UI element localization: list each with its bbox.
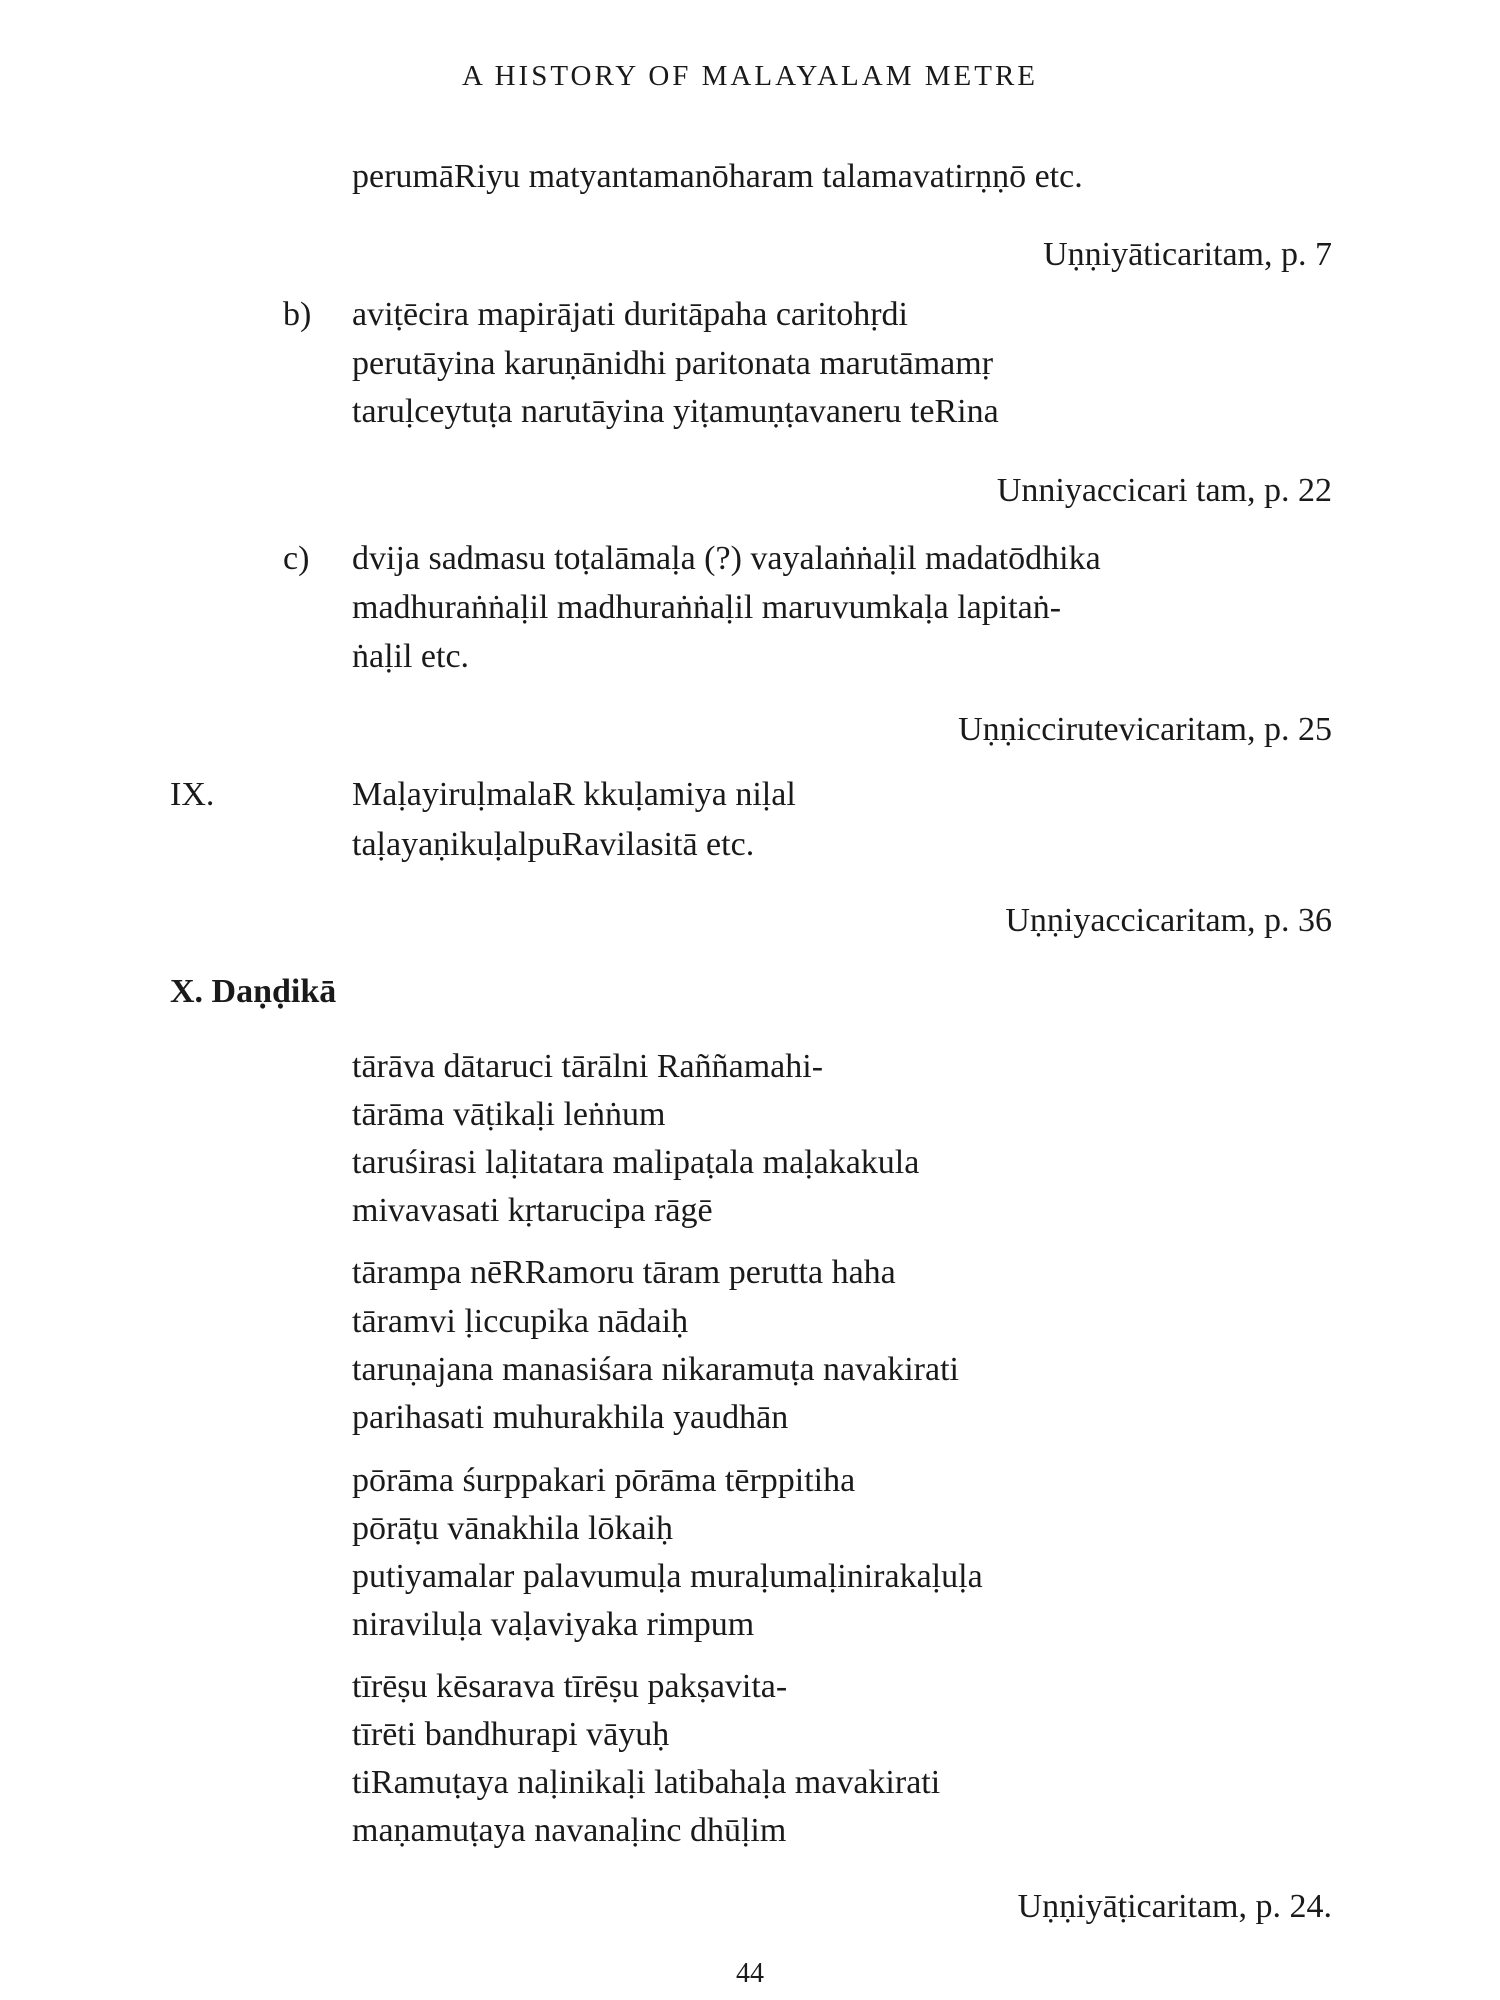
source-reference: Uṇṇiyāticaritam, p. 7 xyxy=(1043,236,1332,273)
verse-line: dvija sadmasu toṭalāmaḷa (?) vayalaṅṅaḷil madatōdhika xyxy=(352,540,1101,577)
section-heading: X. Daṇḍikā xyxy=(170,973,337,1010)
page-number: 44 xyxy=(736,1958,764,1989)
item-label: b) xyxy=(283,296,312,333)
verse-line: tārampa nēRRamoru tāram perutta haha xyxy=(352,1254,896,1291)
verse-line: taruṇajana manasiśara nikaramuṭa navakirati xyxy=(352,1351,959,1388)
verse-line: tārāva dātaruci tārālni Raññamahi- xyxy=(352,1048,824,1085)
verse-line: pōrāṭu vānakhila lōkaiḥ xyxy=(352,1510,674,1547)
verse-line: perutāyina karuṇānidhi paritonata marutāmamṛ xyxy=(352,345,994,382)
running-head: A HISTORY OF MALAYALAM METRE xyxy=(462,60,1038,92)
source-reference: Uṇṇiyāṭicaritam, p. 24. xyxy=(1017,1888,1332,1925)
verse-line: aviṭēcira mapirājati duritāpaha caritohṛdi xyxy=(352,296,909,333)
verse-line: maṇamuṭaya navanaḷinc dhūḷim xyxy=(352,1812,787,1849)
source-reference: Unniyaccicari tam, p. 22 xyxy=(996,472,1332,509)
verse-line: MaḷayiruḷmalaR kkuḷamiya niḷal xyxy=(352,776,796,813)
verse-line: putiyamalar palavumuḷa muraḷumaḷinirakaḷuḷa xyxy=(352,1558,983,1595)
source-reference: Uṇṇiccirutevicaritam, p. 25 xyxy=(958,711,1332,748)
section-numeral: IX. xyxy=(170,776,215,813)
verse-line: tīrēti bandhurapi vāyuḥ xyxy=(352,1716,670,1753)
verse-line: tīrēṣu kēsarava tīrēṣu pakṣavita- xyxy=(352,1668,788,1705)
verse-line: pōrāma śurppakari pōrāma tērppitiha xyxy=(352,1462,856,1499)
source-reference: Uṇṇiyaccicaritam, p. 36 xyxy=(1005,902,1332,939)
item-label: c) xyxy=(283,540,310,577)
verse-line: ṅaḷil etc. xyxy=(352,638,470,675)
verse-line: parihasati muhurakhila yaudhān xyxy=(352,1399,789,1436)
verse-line: tiRamuṭaya naḷinikaḷi latibahaḷa mavakirati xyxy=(352,1764,941,1801)
verse-line: taruḷceytuṭa narutāyina yiṭamuṇṭavaneru teRina xyxy=(352,393,999,430)
verse-line: tāramvi ḷiccupika nādaiḥ xyxy=(352,1303,689,1340)
verse-line: madhuraṅṅaḷil madhuraṅṅaḷil maruvumkaḷa lapitaṅ- xyxy=(352,589,1062,626)
verse-line: tārāma vāṭikaḷi leṅṅum xyxy=(352,1096,666,1133)
verse-line: mivavasati kṛtarucipa rāgē xyxy=(352,1192,713,1229)
verse-line: taruśirasi laḷitatara malipaṭala maḷakakula xyxy=(352,1144,920,1181)
verse-line: taḷayaṇikuḷalpuRavilasitā etc. xyxy=(352,826,755,863)
verse-line: perumāRiyu matyantamanōharam talamavatirṇṇō etc. xyxy=(352,158,1083,195)
verse-line: niraviluḷa vaḷaviyaka rimpum xyxy=(352,1606,755,1643)
